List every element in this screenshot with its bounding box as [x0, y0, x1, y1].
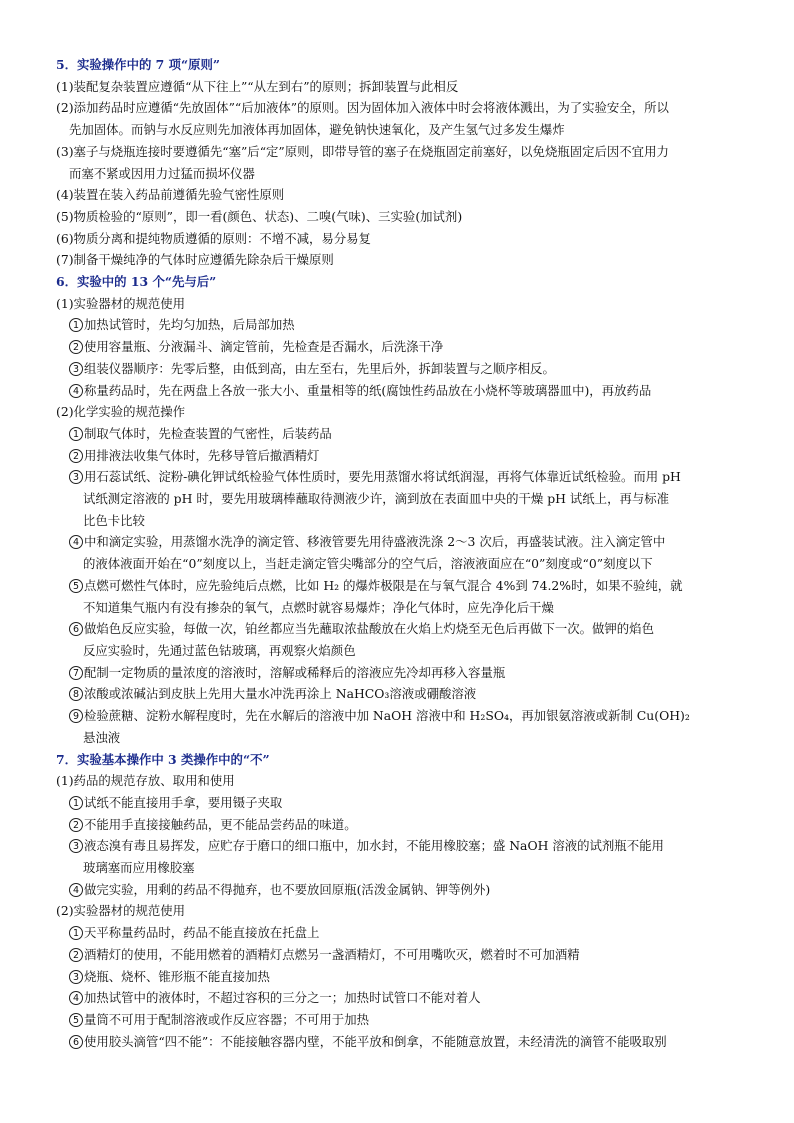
numbered-item [56, 358, 746, 380]
item-text: 使用容量瓶、分液漏斗、滴定管前，先检查是否漏水，后洗涤干净 [84, 339, 444, 355]
numbered-item [56, 922, 746, 944]
numbered-item [56, 879, 746, 901]
section-heading: 5．实验操作中的 7 项“原则” [56, 57, 221, 72]
item-line: (4)装置在装入药品前遵循先验气密性原则 [56, 187, 285, 203]
item-continuation: 而塞不紧或因用力过猛而损坏仪器 [69, 165, 255, 181]
item-text: 做焰色反应实验，每做一次，铂丝都应当先蘸取浓盐酸放在火焰上灼烧至无色后再做下一次。做钾的焰色 [84, 621, 654, 637]
item-text: 加热试管中的液体时，不超过容积的三分之一；加热时试管口不能对着人 [84, 990, 481, 1006]
numbered-item [56, 1031, 746, 1053]
item-number-circle: 2 [69, 340, 83, 354]
item-continuation: 悬浊液 [83, 729, 121, 745]
item-text: 液态溴有毒且易挥发，应贮存于磨口的细口瓶中，加水封，不能用橡胶塞；盛 NaOH 溶液的试剂瓶不能用 [84, 838, 664, 854]
numbered-item [56, 423, 746, 445]
item-number-circle: 4 [69, 991, 83, 1005]
item-number-circle: 1 [69, 796, 83, 810]
numbered-item [56, 1009, 746, 1031]
item-line: (6)物质分离和提纯物质遵循的原则：不增不减，易分易复 [56, 230, 371, 246]
numbered-item [56, 531, 746, 553]
numbered-item [56, 466, 746, 488]
item-text: 天平称量药品时，药品不能直接放在托盘上 [84, 925, 320, 941]
item-text: 酒精灯的使用，不能用燃着的酒精灯点燃另一盏酒精灯，不可用嘴吹灭，燃着时不可加酒精 [84, 946, 580, 962]
numbered-item [56, 705, 746, 727]
section-heading: 6．实验中的 13 个“先与后” [56, 274, 217, 290]
item-number-circle: 1 [69, 926, 83, 940]
item-text: 加热试管时，先均匀加热，后局部加热 [84, 317, 295, 333]
item-text: 烧瓶、烧杯、锥形瓶不能直接加热 [84, 968, 270, 984]
item-continuation: 不知道集气瓶内有没有掺杂的氧气，点燃时就容易爆炸；净化气体时，应先净化后干燥 [83, 599, 554, 615]
item-number-circle: 4 [69, 384, 83, 398]
item-line: (2)添加药品时应遵循“先放固体”“后加液体”的原则。因为固体加入液体中时会将液体溅出，为了实验安全，所以 [56, 100, 669, 116]
numbered-item [56, 380, 746, 402]
item-number-circle: 3 [69, 362, 83, 376]
item-text: 检验蔗糖、淀粉水解程度时，先在水解后的溶液中加 NaOH 溶液中和 H₂SO₄，再加银氨溶液或新制 Cu(OH)₂ [84, 708, 690, 724]
item-text: 制取气体时，先检查装置的气密性，后装药品 [84, 425, 332, 441]
item-number-circle: 6 [69, 1035, 83, 1049]
item-number-circle: 9 [69, 709, 83, 723]
item-text: 点燃可燃性气体时，应先验纯后点燃，比如 H₂ 的爆炸极限是在与氧气混合 4%到 74.2%时，如果不验纯，就 [84, 577, 683, 593]
item-number-circle: 6 [69, 622, 83, 636]
item-number-circle: 3 [69, 839, 83, 853]
item-number-circle: 2 [69, 449, 83, 463]
item-continuation: 先加固体。而钠与水反应则先加液体再加固体，避免钠快速氧化，及产生氢气过多发生爆炸 [69, 122, 565, 138]
numbered-item [56, 835, 746, 857]
item-continuation: 玻璃塞而应用橡胶塞 [83, 860, 195, 876]
item-number-circle: 1 [69, 427, 83, 441]
subsection-heading: (1)药品的规范存放、取用和使用 [56, 773, 235, 789]
item-line: (5)物质检验的“原则”，即一看(颜色、状态)、二嗅(气味)、三实验(加试剂) [56, 208, 463, 224]
numbered-item [56, 987, 746, 1009]
item-text: 用排液法收集气体时，先移导管后撤酒精灯 [84, 447, 320, 463]
item-number-circle: 2 [69, 948, 83, 962]
item-line: (7)制备干燥纯净的气体时应遵循先除杂后干燥原则 [56, 252, 334, 268]
item-line: (3)塞子与烧瓶连接时要遵循先“塞”后“定”原则，即带导管的塞子在烧瓶固定前塞好，以免烧瓶固定后因不宜用力 [56, 143, 669, 159]
item-text: 称量药品时，先在两盘上各放一张大小、重量相等的纸(腐蚀性药品放在小烧杯等玻璃器皿中)，再放药品 [84, 382, 652, 398]
item-number-circle: 5 [69, 579, 83, 593]
item-continuation: 的液体液面开始在“0”刻度以上，当赶走滴定管尖嘴部分的空气后，溶液液面应在“0”刻度或“0”刻度以下 [83, 556, 653, 572]
item-text: 配制一定物质的量浓度的溶液时，溶解或稀释后的溶液应先冷却再移入容量瓶 [84, 664, 506, 680]
item-text: 用石蕊试纸、淀粉-碘化钾试纸检验气体性质时，要先用蒸馏水将试纸润湿，再将气体靠近试纸检验。而用 pH [84, 469, 681, 485]
numbered-item [56, 336, 746, 358]
numbered-item [56, 683, 746, 705]
item-continuation: 试纸测定溶液的 pH 时，要先用玻璃棒蘸取待测液少许，滴到放在表面皿中央的干燥 pH 试纸上，再与标准 [83, 491, 670, 507]
section-heading: 7．实验基本操作中 3 类操作中的“不” [56, 751, 270, 767]
item-text: 量筒不可用于配制溶液或作反应容器；不可用于加热 [84, 1011, 369, 1027]
numbered-item [56, 966, 746, 988]
item-text: 浓酸或浓碱沾到皮肤上先用大量水冲洗再涂上 NaHCO₃溶液或硼酸溶液 [84, 686, 477, 702]
item-text: 做完实验，用剩的药品不得抛弃，也不要放回原瓶(活泼金属钠、钾等例外) [84, 881, 491, 897]
item-number-circle: 3 [69, 970, 83, 984]
numbered-item [56, 314, 746, 336]
item-number-circle: 4 [69, 535, 83, 549]
item-continuation: 反应实验时，先通过蓝色钴玻璃，再观察火焰颜色 [83, 642, 356, 658]
numbered-item [56, 662, 746, 684]
item-number-circle: 2 [69, 818, 83, 832]
item-text: 不能用手直接接触药品，更不能品尝药品的味道。 [84, 816, 357, 832]
numbered-item [56, 575, 746, 597]
item-number-circle: 8 [69, 687, 83, 701]
numbered-item [56, 814, 746, 836]
numbered-item [56, 445, 746, 467]
numbered-item [56, 618, 746, 640]
item-text: 使用胶头滴管“四不能”：不能接触容器内壁，不能平放和倒拿，不能随意放置，未经清洗的滴管不能吸取别 [84, 1033, 667, 1049]
numbered-item [56, 792, 746, 814]
subsection-heading: (2)实验器材的规范使用 [56, 903, 186, 919]
item-line: (1)装配复杂装置应遵循“从下往上”“从左到右”的原则；拆卸装置与此相反 [56, 78, 459, 94]
item-text: 组装仪器顺序：先零后整，由低到高，由左至右，先里后外，拆卸装置与之顺序相反。 [84, 360, 555, 376]
item-number-circle: 3 [69, 470, 83, 484]
document-page [56, 54, 746, 1052]
subsection-heading: (2)化学实验的规范操作 [56, 404, 186, 420]
subsection-heading: (1)实验器材的规范使用 [56, 295, 186, 311]
item-number-circle: 7 [69, 666, 83, 680]
item-number-circle: 1 [69, 318, 83, 332]
item-text: 试纸不能直接用手拿，要用镊子夹取 [84, 794, 283, 810]
numbered-item [56, 944, 746, 966]
item-number-circle: 4 [69, 883, 83, 897]
item-text: 中和滴定实验，用蒸馏水洗净的滴定管、移液管要先用待盛液洗涤 2～3 次后，再盛装试液。注入滴定管中 [84, 534, 666, 550]
item-number-circle: 5 [69, 1013, 83, 1027]
item-continuation: 比色卡比较 [83, 512, 145, 528]
